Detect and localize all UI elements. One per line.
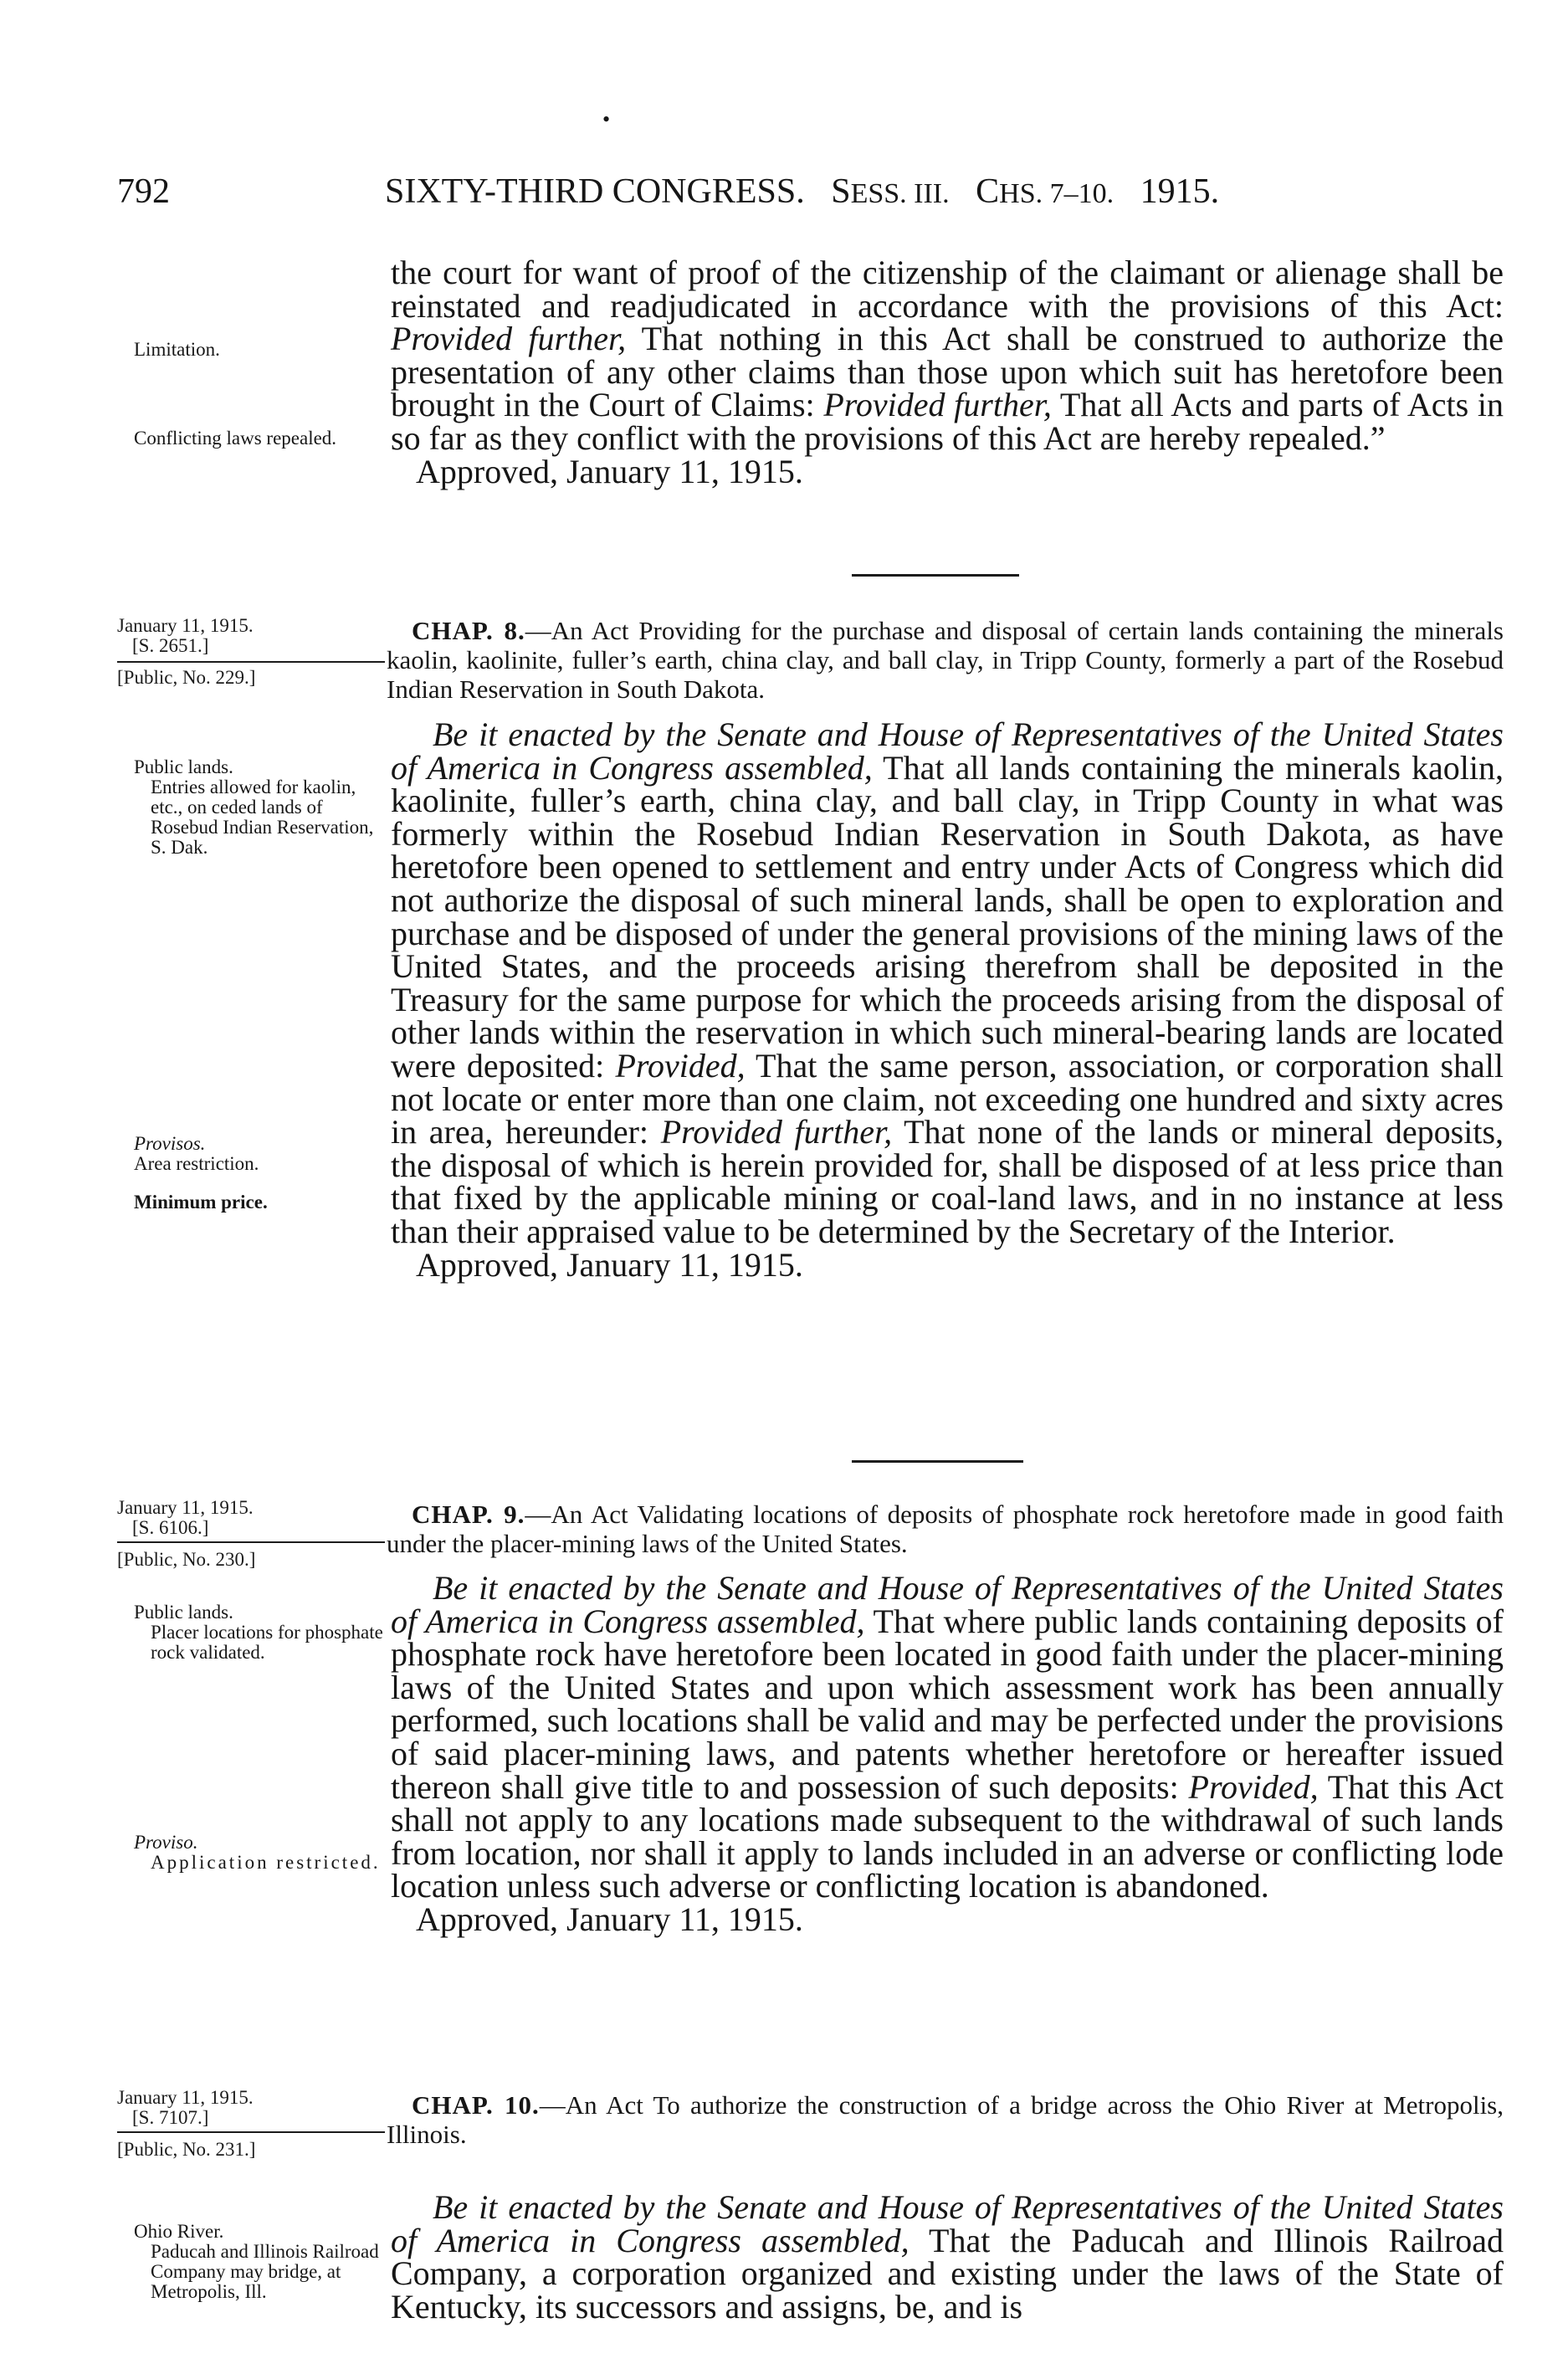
chap9-public-law: [Public, No. 230.]	[117, 1549, 256, 1570]
chap9-margin-proviso: Proviso.	[134, 1832, 198, 1853]
chap9-margin-application: Application restricted.	[151, 1852, 381, 1873]
margin-note-limitation: Limitation.	[134, 339, 220, 360]
chap9-text	[391, 1569, 1504, 1938]
chap8-margin-area: Area restriction.	[134, 1153, 259, 1174]
chap8-body: Be it enacted by the Senate and House of Representatives of the United States of America in Congress assembled, That all lands containing the minerals kaolin, kaolinite, fuller’s earth, china clay, and ball clay, in Tripp County in what was formerly within the Rosebud Indian Reservation in South Dakota, as have heretofore been opened to settlement and entry under Acts of Congress which did not authorize the disposal of such mineral lands, shall be open to exploration and purchase and be disposed of under the general provisions of the mining laws of the United States, and the proceeds arising therefrom shall be deposited in the Treasury for the same purpose for which the proceeds arising from the disposal of other lands within the reservation in which such mineral-bearing lands are located were deposited: Provided, That the same person, association, or corporation shall not locate or enter more than one claim, not exceeding one hundred and sixty acres in area, hereunder: Provided further, That none of the lands or mineral deposits, the disposal of which is herein provided for, shall be disposed of at less price than that fixed by the applicable mining or coal-land laws, and in no instance at less than their appraised value to be determined by the Secretary of the Interior.	[391, 715, 1504, 1250]
chap8-margin-provisos: Provisos.	[134, 1133, 206, 1154]
section-divider	[852, 1460, 1023, 1463]
chap8-date: January 11, 1915.	[117, 615, 254, 636]
chap10-margin-bridge: Paducah and Illinois Railroad Company may bridge, at Metropolis, Ill.	[151, 2241, 379, 2302]
chap8-date-block	[117, 616, 385, 656]
chap10-margin-title: Ohio River.	[134, 2221, 224, 2242]
session-label: SESS. III.	[831, 172, 950, 211]
chap10-public-law: [Public, No. 231.]	[117, 2139, 256, 2160]
header-year: 1915.	[1140, 172, 1220, 211]
chap10-label: CHAP. 10.	[412, 2090, 540, 2120]
chap9-bill: [S. 6106.]	[132, 1517, 209, 1538]
chap8-public-law: [Public, No. 229.]	[117, 667, 256, 688]
chap8-title: —An Act Providing for the purchase and disposal of certain lands containing the minerals kaolin, kaolinite, fuller’s earth, china clay, and ball clay, in Tripp County, formerly a part of the Rosebud Indian Reservation in South Dakota.	[387, 616, 1504, 704]
chap9-body: Be it enacted by the Senate and House of Representatives of the United States of America in Congress assembled, That where public lands containing deposits of phosphate rock have heretofore been located in good faith under the placer-mining laws of the United States and upon which assessment work has been annually performed, such locations shall be valid and may be perfected under the provisions of said placer-mining laws, and patents whether heretofore or hereafter issued thereon shall give title to and possession of such deposits: Provided, That this Act shall not apply to any locations made subsequent to the withdrawal of such lands from location, nor shall it apply to lands included in an adverse or conflicting lode location unless such adverse or conflicting location is abandoned.	[391, 1569, 1504, 1905]
chap10-heading	[387, 2090, 1504, 2149]
chap10-body: Be it enacted by the Senate and House of Representatives of the United States of America in Congress assembled, That the Paducah and Illinois Railroad Company, a corporation organized and existing under the laws of the State of Kentucky, its successors and assigns, be, and is	[391, 2188, 1504, 2325]
chap8-heading	[387, 616, 1504, 704]
chap8-margin-entries: Entries allowed for kaolin, etc., on ceded lands of Rosebud Indian Reservation, S. Dak.	[151, 777, 374, 858]
section-divider	[852, 574, 1019, 577]
chap8-margin-notes	[134, 757, 385, 858]
chap8-margin-minimum: Minimum price.	[134, 1192, 268, 1213]
chap10-date: January 11, 1915.	[117, 2087, 254, 2108]
print-mark: •	[602, 107, 611, 131]
chap10-date-block	[117, 2088, 385, 2128]
chap9-date-block	[117, 1498, 385, 1538]
margin-note-conflicting: Conflicting laws repealed.	[134, 428, 337, 449]
chap9-approved: Approved, January 11, 1915.	[416, 1900, 803, 1938]
chap10-margin-notes	[134, 2222, 385, 2302]
margin-rule	[117, 2131, 385, 2133]
carryover-section	[391, 256, 1504, 488]
running-header	[385, 172, 1219, 212]
chap9-label: CHAP. 9.	[412, 1500, 525, 1529]
margin-rule	[117, 661, 385, 663]
chap8-text	[391, 715, 1504, 1284]
chap8-margin-title: Public lands.	[134, 756, 233, 777]
chap9-date: January 11, 1915.	[117, 1497, 254, 1518]
chap8-bill: [S. 2651.]	[132, 635, 209, 656]
margin-rule	[117, 1541, 385, 1543]
chap9-proviso-notes	[134, 1833, 385, 1873]
chap8-minimum-note	[134, 1192, 385, 1213]
chap10-bill: [S. 7107.]	[132, 2107, 209, 2128]
chap8-proviso-notes	[134, 1134, 385, 1174]
chap9-margin-placer: Placer locations for phosphate rock validated.	[151, 1622, 383, 1663]
chap9-title: —An Act Validating locations of deposits of phosphate rock heretofore made in good faith under the placer-mining laws of the United States.	[387, 1500, 1504, 1558]
carryover-paragraph: the court for want of proof of the citizenship of the claimant or alienage shall be reinstated and readjudicated in accordance with the provisions of this Act: Provided further, That nothing in this Act shall be construed to authorize the presentation of any other claims than those upon which suit has heretofore been brought in the Court of Claims: Provided further, That all Acts and parts of Acts in so far as they conflict with the provisions of this Act are hereby repealed.”	[391, 254, 1504, 457]
chapters-label: CHS. 7–10.	[976, 172, 1115, 211]
chap9-margin-title: Public lands.	[134, 1602, 233, 1623]
chap8-approved: Approved, January 11, 1915.	[416, 1245, 803, 1284]
chap9-heading	[387, 1500, 1504, 1558]
chap8-label: CHAP. 8.	[412, 616, 525, 645]
chap9-margin-notes	[134, 1602, 385, 1663]
chap10-title: —An Act To authorize the construction of a bridge across the Ohio River at Metropolis, Illinois.	[387, 2090, 1504, 2149]
chap10-text	[391, 2188, 1504, 2325]
congress-title: SIXTY-THIRD CONGRESS.	[385, 172, 805, 211]
page-number: 792	[117, 172, 170, 211]
approved-line: Approved, January 11, 1915.	[416, 452, 803, 490]
